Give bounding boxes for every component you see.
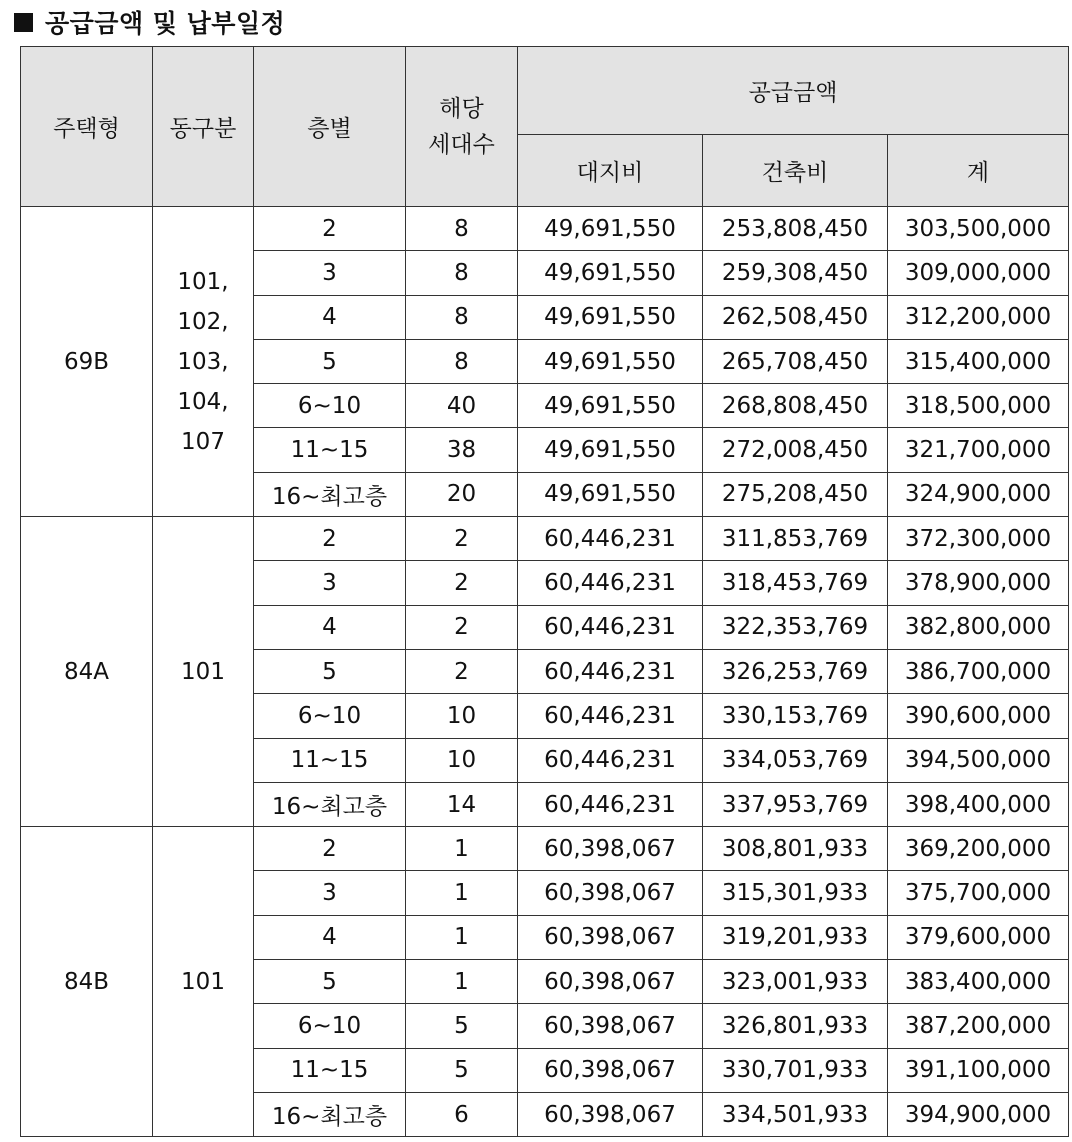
section-title: [14, 2, 285, 42]
header-supply: 공급금액: [518, 47, 1069, 135]
cell-floor: 11~15: [254, 738, 406, 782]
cell-units: 38: [406, 428, 518, 472]
cell-building: 334,053,769: [703, 738, 888, 782]
cell-units: 2: [406, 649, 518, 693]
cell-units: 2: [406, 517, 518, 561]
cell-floor: 4: [254, 605, 406, 649]
cell-floor: 3: [254, 561, 406, 605]
cell-land: 60,446,231: [518, 694, 703, 738]
cell-total: 391,100,000: [888, 1048, 1069, 1092]
cell-type: 84A: [21, 517, 153, 827]
cell-units: 2: [406, 605, 518, 649]
cell-building: 322,353,769: [703, 605, 888, 649]
cell-units: 6: [406, 1092, 518, 1136]
cell-units: 2: [406, 561, 518, 605]
cell-floor: 3: [254, 871, 406, 915]
cell-units: 10: [406, 694, 518, 738]
table-body: [21, 207, 1069, 1137]
cell-units: 1: [406, 915, 518, 959]
cell-units: 14: [406, 782, 518, 826]
table-row: [21, 207, 1069, 251]
cell-total: 387,200,000: [888, 1004, 1069, 1048]
cell-total: 318,500,000: [888, 384, 1069, 428]
cell-building: 323,001,933: [703, 960, 888, 1004]
cell-total: 375,700,000: [888, 871, 1069, 915]
cell-building: 315,301,933: [703, 871, 888, 915]
cell-units: 40: [406, 384, 518, 428]
cell-units: 5: [406, 1004, 518, 1048]
cell-land: 60,398,067: [518, 1048, 703, 1092]
header-floor: 층별: [254, 47, 406, 207]
cell-units: 5: [406, 1048, 518, 1092]
cell-total: 321,700,000: [888, 428, 1069, 472]
supply-price-table: [20, 46, 1069, 1137]
cell-floor: 11~15: [254, 1048, 406, 1092]
cell-land: 60,446,231: [518, 649, 703, 693]
cell-land: 60,398,067: [518, 1004, 703, 1048]
cell-floor: 2: [254, 207, 406, 251]
cell-building: 308,801,933: [703, 827, 888, 871]
cell-building: 262,508,450: [703, 295, 888, 339]
cell-land: 60,446,231: [518, 561, 703, 605]
section-title-text: 공급금액 및 납부일정: [45, 9, 286, 38]
cell-total: 312,200,000: [888, 295, 1069, 339]
cell-total: 372,300,000: [888, 517, 1069, 561]
cell-total: 315,400,000: [888, 339, 1069, 383]
cell-land: 60,446,231: [518, 738, 703, 782]
cell-total: 369,200,000: [888, 827, 1069, 871]
cell-dong: [153, 207, 254, 517]
cell-floor: 2: [254, 517, 406, 561]
cell-floor: 6~10: [254, 384, 406, 428]
header-total: 계: [888, 135, 1069, 207]
cell-land: 60,398,067: [518, 915, 703, 959]
header-units: [406, 47, 518, 207]
cell-dong: [153, 827, 254, 1137]
cell-total: 398,400,000: [888, 782, 1069, 826]
cell-land: 49,691,550: [518, 384, 703, 428]
cell-dong-text: 101, 102, 103, 104, 107: [177, 268, 229, 455]
header-dong: 동구분: [153, 47, 254, 207]
cell-floor: 3: [254, 251, 406, 295]
cell-floor: 4: [254, 295, 406, 339]
cell-building: 330,701,933: [703, 1048, 888, 1092]
cell-building: 326,253,769: [703, 649, 888, 693]
cell-units: 8: [406, 207, 518, 251]
cell-building: 326,801,933: [703, 1004, 888, 1048]
cell-land: 60,398,067: [518, 1092, 703, 1136]
cell-floor: 5: [254, 960, 406, 1004]
table-row: [21, 517, 1069, 561]
cell-floor: 4: [254, 915, 406, 959]
cell-building: 337,953,769: [703, 782, 888, 826]
cell-building: 311,853,769: [703, 517, 888, 561]
cell-land: 49,691,550: [518, 339, 703, 383]
cell-floor: 16~최고층: [254, 472, 406, 516]
cell-land: 60,398,067: [518, 871, 703, 915]
cell-floor: 6~10: [254, 1004, 406, 1048]
cell-floor: 2: [254, 827, 406, 871]
cell-land: 60,446,231: [518, 517, 703, 561]
cell-type: 84B: [21, 827, 153, 1137]
cell-total: 390,600,000: [888, 694, 1069, 738]
header-row-1: [21, 47, 1069, 135]
cell-floor: 11~15: [254, 428, 406, 472]
cell-units: 8: [406, 295, 518, 339]
cell-building: 265,708,450: [703, 339, 888, 383]
cell-floor: 5: [254, 339, 406, 383]
cell-units: 8: [406, 251, 518, 295]
cell-building: 259,308,450: [703, 251, 888, 295]
cell-floor: 16~최고층: [254, 782, 406, 826]
cell-building: 253,808,450: [703, 207, 888, 251]
cell-land: 49,691,550: [518, 207, 703, 251]
cell-total: 386,700,000: [888, 649, 1069, 693]
cell-building: 268,808,450: [703, 384, 888, 428]
cell-units: 10: [406, 738, 518, 782]
cell-type: 69B: [21, 207, 153, 517]
cell-units: 1: [406, 960, 518, 1004]
cell-units: 1: [406, 827, 518, 871]
cell-building: 334,501,933: [703, 1092, 888, 1136]
cell-total: 324,900,000: [888, 472, 1069, 516]
cell-dong: [153, 517, 254, 827]
cell-total: 382,800,000: [888, 605, 1069, 649]
cell-floor: 5: [254, 649, 406, 693]
cell-building: 275,208,450: [703, 472, 888, 516]
header-land: 대지비: [518, 135, 703, 207]
cell-building: 272,008,450: [703, 428, 888, 472]
cell-total: 394,500,000: [888, 738, 1069, 782]
cell-units: 20: [406, 472, 518, 516]
cell-floor: 6~10: [254, 694, 406, 738]
header-units-text: 해당 세대수: [428, 95, 495, 158]
cell-land: 60,446,231: [518, 782, 703, 826]
header-building: 건축비: [703, 135, 888, 207]
cell-floor: 16~최고층: [254, 1092, 406, 1136]
cell-total: 378,900,000: [888, 561, 1069, 605]
cell-land: 49,691,550: [518, 295, 703, 339]
cell-units: 1: [406, 871, 518, 915]
cell-dong-text: 101: [181, 968, 225, 995]
cell-land: 49,691,550: [518, 251, 703, 295]
cell-land: 60,446,231: [518, 605, 703, 649]
cell-building: 330,153,769: [703, 694, 888, 738]
cell-total: 383,400,000: [888, 960, 1069, 1004]
table-row: [21, 827, 1069, 871]
cell-land: 60,398,067: [518, 827, 703, 871]
cell-dong-text: 101: [181, 658, 225, 685]
cell-land: 49,691,550: [518, 428, 703, 472]
cell-total: 309,000,000: [888, 251, 1069, 295]
cell-total: 379,600,000: [888, 915, 1069, 959]
cell-total: 303,500,000: [888, 207, 1069, 251]
cell-total: 394,900,000: [888, 1092, 1069, 1136]
cell-units: 8: [406, 339, 518, 383]
cell-building: 318,453,769: [703, 561, 888, 605]
cell-land: 49,691,550: [518, 472, 703, 516]
header-type: 주택형: [21, 47, 153, 207]
black-square-icon: [14, 13, 33, 32]
cell-land: 60,398,067: [518, 960, 703, 1004]
cell-building: 319,201,933: [703, 915, 888, 959]
